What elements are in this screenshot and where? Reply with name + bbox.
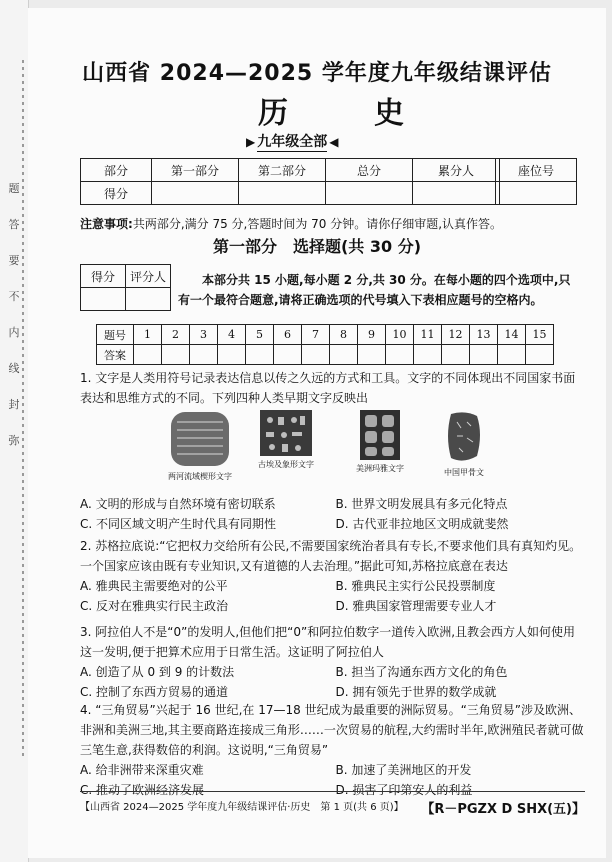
answer-cell[interactable]: [302, 345, 330, 365]
question-1-options: [80, 494, 585, 534]
question-number: 10: [386, 325, 414, 345]
option-d: D. 古代亚非拉地区文明成就斐然: [335, 517, 509, 531]
score-input-cell[interactable]: [152, 182, 239, 205]
question-number: 2: [162, 325, 190, 345]
answer-table: [96, 324, 554, 365]
seal-line: [22, 60, 24, 760]
table-row: [496, 182, 577, 205]
table-row: [81, 288, 171, 311]
question-number: 6: [274, 325, 302, 345]
table-cell: 部分: [81, 159, 152, 182]
question-number: 1: [134, 325, 162, 345]
option-d: D. 雅典国家管理需要专业人才: [335, 599, 497, 613]
answer-cell[interactable]: [190, 345, 218, 365]
oracle-bone-icon: [443, 410, 485, 464]
option-d: D. 损害了印第安人的利益: [335, 783, 473, 797]
option-b: B. 担当了沟通东西方文化的角色: [335, 665, 508, 679]
image-maya: [356, 410, 404, 474]
seal-char: 要: [8, 254, 20, 267]
question-number: 4: [218, 325, 246, 345]
question-number: 8: [330, 325, 358, 345]
image-hieroglyph: [258, 410, 314, 470]
exam-title: 山西省 2024—2025 学年度九年级结课评估: [82, 61, 552, 86]
score-table: [80, 158, 500, 205]
image-label: 中国甲骨文: [444, 468, 484, 477]
seal-notice: [6, 180, 22, 448]
grader-input-cell[interactable]: [126, 288, 171, 311]
grader-input-cell[interactable]: [81, 288, 126, 311]
exam-page: [28, 8, 606, 858]
question-number: 11: [414, 325, 442, 345]
seal-char: 不: [8, 290, 20, 303]
table-cell: 第一部分: [152, 159, 239, 182]
option-d: D. 拥有领先于世界的数学成就: [335, 685, 497, 699]
answer-cell[interactable]: [246, 345, 274, 365]
notice-text: 共两部分,满分 75 分,答题时间为 70 分钟。请你仔细审题,认真作答。: [132, 217, 503, 231]
question-number: 12: [442, 325, 470, 345]
question-3: [80, 622, 585, 702]
score-input-cell[interactable]: [413, 182, 500, 205]
question-number: 9: [358, 325, 386, 345]
table-row: [97, 345, 554, 365]
image-cuneiform: [168, 410, 232, 482]
option-b: B. 雅典民主实行公民投票制度: [335, 579, 496, 593]
grade-label: 九年级全部: [257, 131, 327, 152]
score-input-cell[interactable]: [239, 182, 326, 205]
option-c: C. 控制了东西方贸易的通道: [80, 685, 229, 699]
option-a: A. 文明的形成与自然环境有密切联系: [80, 497, 276, 511]
question-stem: 2. 苏格拉底说:“它把权力交给所有公民,不需要国家统治者具有专长,不要求他们具有真知灼见。一个国家应该由既有专业知识,又有道德的人去治理。”据此可知,苏格拉底意在表达: [80, 539, 582, 573]
answer-cell[interactable]: [470, 345, 498, 365]
table-cell: 累分人: [413, 159, 500, 182]
table-cell: 得分: [81, 182, 152, 205]
table-cell: 得分: [81, 265, 126, 288]
question-number: 14: [498, 325, 526, 345]
notice-label: 注意事项:: [80, 217, 133, 231]
question-stem: 4. “三角贸易”兴起于 16 世纪,在 17—18 世纪成为最重要的洲际贸易。“三角贸易”涉及欧洲、非洲和美洲三地,其主要商路连接成三角形……一次贸易的航程,大约需时半年,欧洲殖民者就可做三笔生意,获得数倍的利润。这说明,“三角贸易”: [80, 703, 584, 757]
intro-text: 本部分共 15 小题,每小题 2 分,共 30 分。在每小题的四个选项中,只有一个最符合题意,请将正确选项的代号填入下表相应题号的空格内。: [178, 273, 571, 307]
table-cell: 总分: [326, 159, 413, 182]
table-cell: 题号: [97, 325, 134, 345]
question-number: 15: [526, 325, 554, 345]
table-row: [97, 325, 554, 345]
option-b: B. 加速了美洲地区的开发: [335, 763, 472, 777]
question-1: [80, 368, 585, 408]
table-row: [496, 159, 577, 182]
question-number: 3: [190, 325, 218, 345]
answer-cell[interactable]: [162, 345, 190, 365]
table-cell: 第二部分: [239, 159, 326, 182]
option-c: C. 不同区域文明产生时代具有同期性: [80, 517, 277, 531]
question-stem: 3. 阿拉伯人不是“0”的发明人,但他们把“0”和阿拉伯数字一道传入欧洲,且教会西方人如何使用这一发明,便于把算术应用于日常生活。这证明了阿拉伯人: [80, 625, 576, 659]
option-c: C. 推动了欧洲经济发展: [80, 783, 205, 797]
grade-banner: [246, 131, 338, 152]
paper-code: 【R－PGZX D SHX(五)】: [421, 802, 585, 817]
seal-char: 线: [8, 362, 20, 375]
answer-cell[interactable]: [442, 345, 470, 365]
table-cell: 答案: [97, 345, 134, 365]
seal-char: 封: [8, 398, 20, 411]
option-b: B. 世界文明发展具有多元化特点: [335, 497, 508, 511]
hieroglyph-panel-icon: [260, 410, 312, 456]
question-number: 5: [246, 325, 274, 345]
maya-glyph-icon: [360, 410, 400, 460]
section-title: 第一部分 选择题(共 30 分): [212, 237, 422, 256]
footer-info: 【山西省 2024—2025 学年度九年级结课评估·历史 第 1 页(共 6 页)】: [80, 802, 404, 813]
answer-cell[interactable]: [358, 345, 386, 365]
seat-label: 座位号: [496, 159, 577, 182]
answer-cell[interactable]: [526, 345, 554, 365]
binding-margin: [0, 0, 29, 862]
image-label: 古埃及象形文字: [258, 460, 314, 469]
seal-char: 答: [8, 218, 20, 231]
question-stem: 1. 文字是人类用符号记录表达信息以传之久远的方式和工具。文字的不同体现出不同国家书面表达和思维方式的不同。下列四种人类早期文字反映出: [80, 371, 576, 405]
option-c: C. 反对在雅典实行民主政治: [80, 599, 229, 613]
score-input-cell[interactable]: [326, 182, 413, 205]
question-number: 7: [302, 325, 330, 345]
answer-cell[interactable]: [386, 345, 414, 365]
question-2: [80, 536, 585, 616]
table-row: [81, 182, 500, 205]
table-row: [81, 265, 171, 288]
question-number: 13: [470, 325, 498, 345]
triangle-right-icon: ▶: [246, 134, 256, 149]
seat-input-cell[interactable]: [496, 182, 577, 205]
image-label: 美洲玛雅文字: [356, 464, 404, 473]
triangle-left-icon: ◀: [329, 134, 339, 149]
answer-cell[interactable]: [498, 345, 526, 365]
seal-char: 内: [8, 326, 20, 339]
question-4: [80, 700, 585, 800]
option-a: A. 创造了从 0 到 9 的计数法: [80, 665, 235, 679]
clay-tablet-icon: [169, 410, 231, 468]
subject-title: 历 史: [258, 96, 432, 131]
table-cell: 评分人: [126, 265, 171, 288]
option-a: A. 给非洲带来深重灾难: [80, 763, 204, 777]
seal-char: 题: [8, 182, 20, 195]
section-intro: [178, 270, 578, 310]
answer-cell[interactable]: [330, 345, 358, 365]
page-footer: [80, 798, 585, 817]
option-a: A. 雅典民主需要绝对的公平: [80, 579, 228, 593]
answer-cell[interactable]: [274, 345, 302, 365]
image-oracle-bone: [443, 410, 485, 478]
table-row: [81, 159, 500, 182]
seat-table: [495, 158, 577, 205]
answer-cell[interactable]: [414, 345, 442, 365]
script-images: [168, 410, 528, 492]
notice: [80, 215, 502, 232]
answer-cell[interactable]: [134, 345, 162, 365]
image-label: 两河流域楔形文字: [168, 472, 232, 481]
answer-cell[interactable]: [218, 345, 246, 365]
footer-divider: [80, 791, 585, 792]
grader-table: [80, 264, 171, 311]
seal-char: 弥: [8, 434, 20, 447]
